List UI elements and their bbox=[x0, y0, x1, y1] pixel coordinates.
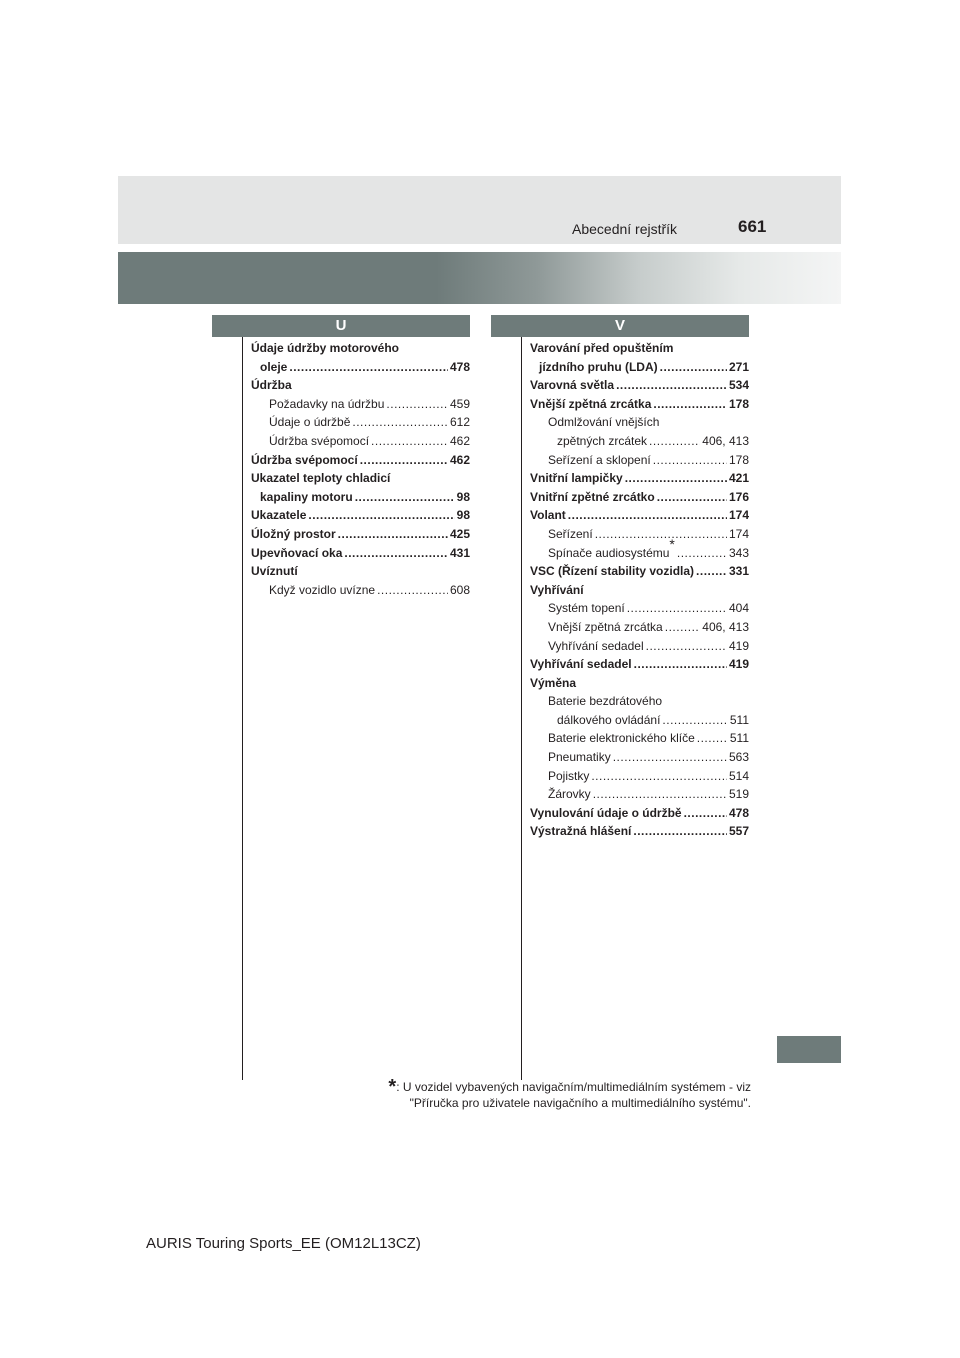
entry-term: Údaje údržby motorového bbox=[251, 341, 400, 355]
entry-page: 462 bbox=[449, 433, 470, 448]
entry-term: Ukazatele bbox=[251, 508, 307, 523]
index-entry bbox=[530, 599, 749, 618]
entry-term: Pneumatiky bbox=[548, 750, 611, 765]
entry-term: Seřízení bbox=[548, 526, 593, 541]
dot-leader bbox=[360, 451, 448, 470]
index-entry bbox=[251, 339, 470, 358]
index-entry bbox=[530, 413, 749, 432]
entry-term: Údržba bbox=[251, 378, 292, 393]
entry-term: Výstražná hlášení bbox=[530, 824, 632, 839]
index-entry bbox=[251, 581, 470, 600]
index-entry bbox=[251, 451, 470, 470]
footnote-star: * bbox=[388, 1076, 397, 1098]
dot-leader bbox=[377, 581, 448, 600]
index-entry bbox=[251, 544, 470, 563]
entry-term: Úložný prostor bbox=[251, 526, 336, 541]
entry-term: kapaliny motoru bbox=[260, 489, 353, 504]
column-divider-left bbox=[242, 337, 243, 1080]
entry-term: Vnitřní lampičky bbox=[530, 471, 623, 486]
index-column-v bbox=[530, 339, 749, 841]
dot-leader bbox=[613, 748, 727, 767]
entry-page: 478 bbox=[728, 805, 749, 820]
index-entry bbox=[251, 506, 470, 525]
dot-leader bbox=[633, 822, 727, 841]
entry-term: Údaje o údržbě bbox=[269, 415, 351, 430]
dot-leader bbox=[657, 488, 727, 507]
index-entry bbox=[251, 562, 470, 581]
entry-term: Pojistky bbox=[548, 768, 590, 783]
dot-leader bbox=[660, 358, 727, 377]
dot-leader bbox=[634, 655, 727, 674]
entry-page: 98 bbox=[456, 508, 470, 523]
index-entry bbox=[251, 432, 470, 451]
entry-term: Odmlžování vnějších bbox=[548, 415, 660, 430]
entry-page: 563 bbox=[728, 750, 749, 765]
dot-leader bbox=[627, 599, 727, 618]
index-entry bbox=[251, 413, 470, 432]
index-entry bbox=[530, 618, 749, 637]
index-entry bbox=[251, 358, 470, 377]
footnote-text-1: : U vozidel vybavených navigačním/multimediálním systémem - viz bbox=[396, 1080, 751, 1094]
index-entry bbox=[530, 395, 749, 414]
entry-page: 419 bbox=[728, 638, 749, 653]
dot-leader bbox=[338, 525, 448, 544]
index-entry bbox=[530, 581, 749, 600]
index-entry bbox=[251, 525, 470, 544]
index-entry bbox=[530, 506, 749, 525]
dot-leader bbox=[591, 767, 727, 786]
dot-leader bbox=[697, 729, 728, 748]
entry-page: 462 bbox=[449, 452, 470, 467]
entry-term: Seřízení a sklopení bbox=[548, 452, 651, 467]
entry-term: Baterie elektronického klíče bbox=[548, 731, 695, 746]
entry-page: 404 bbox=[728, 601, 749, 616]
entry-page: 406, 413 bbox=[702, 433, 749, 448]
dot-leader bbox=[696, 562, 727, 581]
entry-page: 421 bbox=[728, 471, 749, 486]
dot-leader bbox=[344, 544, 448, 563]
entry-page: 406, 413 bbox=[702, 619, 749, 634]
entry-term: Vyhřívání sedadel bbox=[548, 638, 644, 653]
header-gradient-band bbox=[118, 252, 841, 304]
index-entry bbox=[530, 692, 749, 711]
dot-leader bbox=[371, 432, 448, 451]
entry-page: 98 bbox=[456, 489, 470, 504]
index-entry bbox=[251, 488, 470, 507]
entry-page: 425 bbox=[449, 526, 470, 541]
dot-leader bbox=[308, 506, 454, 525]
dot-leader bbox=[684, 804, 727, 823]
index-entry bbox=[251, 395, 470, 414]
entry-page: 534 bbox=[728, 378, 749, 393]
entry-term: Baterie bezdrátového bbox=[548, 694, 663, 709]
entry-term: Údržba svépomocí bbox=[251, 452, 358, 467]
entry-page: 178 bbox=[728, 396, 749, 411]
index-entry bbox=[530, 804, 749, 823]
header-band bbox=[118, 176, 841, 244]
index-entry bbox=[530, 767, 749, 786]
dot-leader bbox=[355, 488, 455, 507]
entry-page: 459 bbox=[449, 396, 470, 411]
index-entry bbox=[530, 432, 749, 451]
dot-leader bbox=[625, 469, 727, 488]
dot-leader bbox=[649, 432, 700, 451]
entry-term: Spínače audiosystému bbox=[548, 545, 670, 560]
entry-page: 557 bbox=[728, 824, 749, 839]
dot-leader bbox=[646, 637, 727, 656]
entry-term: Volant bbox=[530, 508, 566, 523]
entry-page: 178 bbox=[728, 452, 749, 467]
dot-leader bbox=[653, 451, 727, 470]
entry-term: Varování před opuštěním bbox=[530, 341, 674, 355]
entry-term: Požadavky na údržbu bbox=[269, 396, 385, 411]
entry-term: jízdního pruhu (LDA) bbox=[539, 359, 658, 374]
entry-term: Systém topení bbox=[548, 601, 625, 616]
index-entry bbox=[530, 822, 749, 841]
entry-term: Žárovky bbox=[548, 787, 591, 802]
index-entry bbox=[530, 711, 749, 730]
index-entry bbox=[530, 729, 749, 748]
section-title: Abecední rejstřík bbox=[572, 221, 678, 237]
index-entry bbox=[530, 488, 749, 507]
index-entry bbox=[530, 535, 749, 563]
entry-page: 174 bbox=[728, 508, 749, 523]
footer-model: AURIS Touring Sports_EE (OM12L13CZ) bbox=[146, 1235, 421, 1252]
section-header-v: V bbox=[491, 315, 749, 337]
index-entry bbox=[530, 339, 749, 358]
entry-term: Vynulování údaje o údržbě bbox=[530, 805, 682, 820]
entry-term: Vnější zpětná zrcátka bbox=[530, 396, 652, 411]
entry-term: dálkového ovládání bbox=[557, 712, 661, 727]
entry-term: Když vozidlo uvízne bbox=[269, 582, 376, 597]
footnote-line-1 bbox=[388, 1076, 751, 1098]
dot-leader bbox=[593, 785, 727, 804]
footnote bbox=[388, 1076, 751, 1111]
entry-term: Údržba svépomocí bbox=[269, 433, 370, 448]
index-entry bbox=[530, 358, 749, 377]
entry-page: 431 bbox=[449, 545, 470, 560]
dot-leader bbox=[662, 711, 727, 730]
dot-leader bbox=[616, 376, 727, 395]
entry-term: Vyhřívání bbox=[530, 582, 584, 597]
section-header-u: U bbox=[212, 315, 470, 337]
entry-page: 511 bbox=[729, 712, 749, 727]
entry-page: 608 bbox=[449, 582, 470, 597]
entry-page: 478 bbox=[449, 359, 470, 374]
entry-page: 612 bbox=[449, 415, 470, 430]
entry-term: Vyhřívání sedadel bbox=[530, 657, 632, 672]
index-entry bbox=[251, 469, 470, 488]
entry-page: 511 bbox=[729, 731, 749, 746]
index-entry bbox=[530, 451, 749, 470]
column-divider-middle bbox=[521, 337, 522, 1080]
entry-term: Varovná světla bbox=[530, 378, 615, 393]
footnote-line-2: "Příručka pro uživatele navigačního a multimediálního systému". bbox=[409, 1096, 751, 1110]
entry-page: 343 bbox=[728, 545, 749, 560]
index-entry bbox=[530, 785, 749, 804]
dot-leader bbox=[653, 395, 727, 414]
entry-term: oleje bbox=[260, 359, 288, 374]
dot-leader bbox=[568, 506, 727, 525]
index-entry bbox=[530, 376, 749, 395]
entry-term: Uvíznutí bbox=[251, 564, 298, 579]
dot-leader bbox=[289, 358, 448, 377]
index-entry bbox=[530, 748, 749, 767]
dot-leader bbox=[665, 618, 701, 637]
page-number: 661 bbox=[738, 217, 767, 236]
entry-term: Vnitřní zpětné zrcátko bbox=[530, 489, 655, 504]
chapter-tab bbox=[777, 1036, 841, 1063]
index-entry bbox=[530, 637, 749, 656]
dot-leader bbox=[386, 395, 448, 414]
entry-term: VSC (Řízení stability vozidla) bbox=[530, 564, 695, 579]
entry-page: 419 bbox=[728, 657, 749, 672]
entry-term: Výměna bbox=[530, 675, 577, 690]
index-entry bbox=[530, 674, 749, 693]
index-column-u bbox=[251, 339, 470, 599]
index-entry bbox=[530, 469, 749, 488]
index-entry bbox=[251, 376, 470, 395]
entry-page: 519 bbox=[728, 787, 749, 802]
index-entry bbox=[530, 562, 749, 581]
entry-page: 174 bbox=[728, 526, 749, 541]
dot-leader bbox=[352, 413, 448, 432]
dot-leader bbox=[595, 525, 727, 544]
entry-term: Vnější zpětná zrcátka bbox=[548, 619, 663, 634]
index-entry bbox=[530, 525, 749, 544]
entry-term: Upevňovací oka bbox=[251, 545, 343, 560]
entry-term: zpětných zrcátek bbox=[557, 433, 648, 448]
entry-page: 271 bbox=[728, 359, 749, 374]
entry-page: 176 bbox=[728, 489, 749, 504]
index-entry bbox=[530, 655, 749, 674]
entry-term: Ukazatel teploty chladicí bbox=[251, 471, 391, 486]
footnote-marker: * bbox=[669, 535, 675, 552]
entry-page: 514 bbox=[728, 768, 749, 783]
entry-page: 331 bbox=[728, 564, 749, 579]
dot-leader bbox=[677, 544, 727, 563]
